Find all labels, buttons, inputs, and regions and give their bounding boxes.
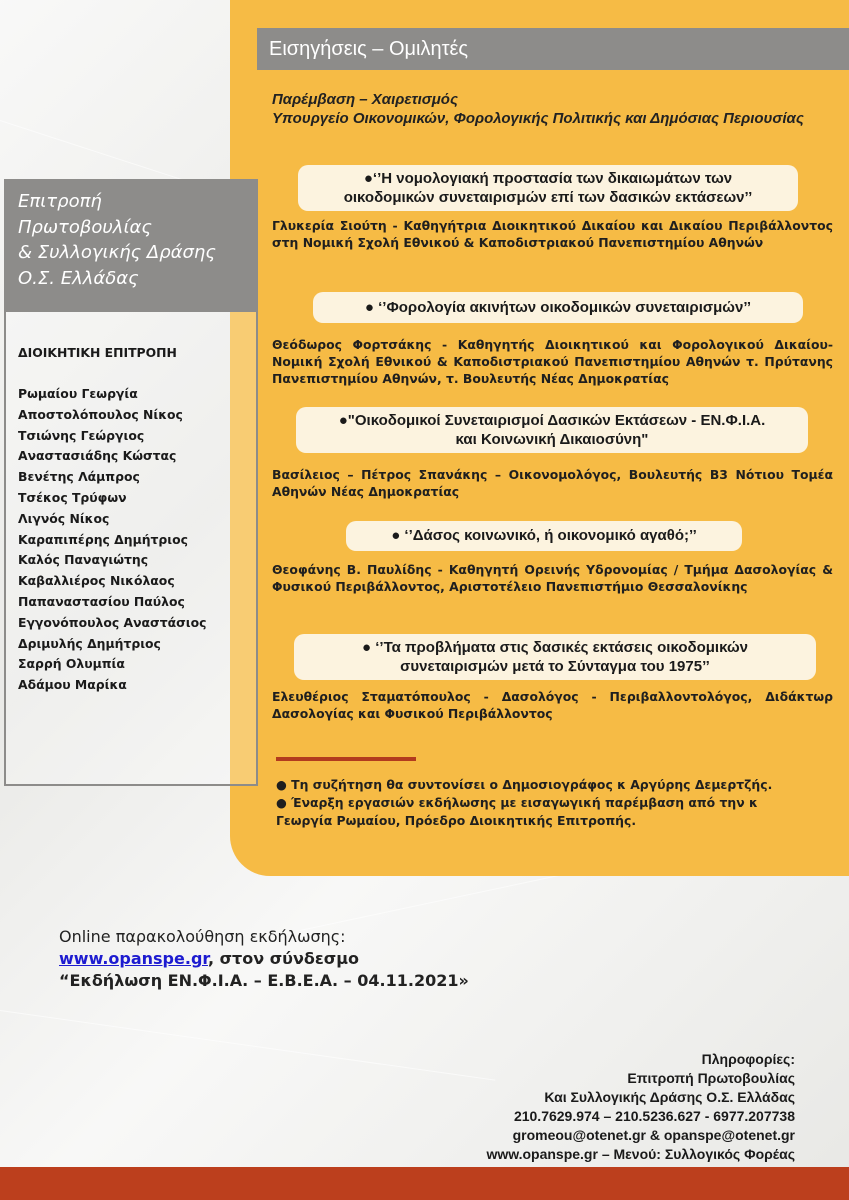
talk-speaker-5: Ελευθέριος Σταματόπουλος - Δασολόγος - Περιβαλλοντολόγος, Διδάκτωρ Δασολογίας και Φυσικού Περιβάλλοντος: [272, 689, 833, 721]
greeting-intro: [272, 90, 832, 128]
event-notes: [276, 776, 836, 830]
paper-crease: [0, 1010, 495, 1081]
info-emails: gromeou@otenet.gr & opanspe@otenet.gr: [512, 1127, 795, 1143]
footer-bar: [0, 1167, 849, 1200]
member-name: Τσιώνης Γεώργιος: [18, 427, 145, 443]
info-phones: 210.7629.974 – 210.5236.627 - 6977.207738: [513, 1108, 795, 1124]
member-name: Ρωμαίου Γεωργία: [18, 386, 138, 401]
talk-speaker-3: Βασίλειος – Πέτρος Σπανάκης – Οικονομολόγος, Βουλευτής Β3 Νότιου Τομέα Αθηνών Νέας Δημοκρατίας: [272, 467, 833, 499]
member-name: Βενέτης Λάμπρος: [18, 469, 140, 485]
committee-heading-line: & Συλλογικής Δράσης: [18, 242, 216, 263]
talk-speaker-2: Θεόδωρος Φορτσάκης - Καθηγητής Διοικητικού και Φορολογικού Δικαίου-Νομική Σχολή Εθνικού & Καποδιστριακού Πανεπιστημίου Αθηνών τ. Πρύτανης Πανεπιστημίου Αθηνών, τ. Βουλευτής Νέας Δημοκρατίας: [272, 337, 833, 386]
opanspe-link[interactable]: www.opanspe.gr: [59, 949, 208, 968]
committee-heading-line: Ο.Σ. Ελλάδας: [18, 267, 139, 289]
talk-title-4: [346, 521, 742, 551]
member-name: Σαρρή Ολυμπία: [18, 656, 125, 672]
board-title: ΔΙΟΙΚΗΤΙΚΗ ΕΠΙΤΡΟΠΗ: [18, 345, 177, 360]
member-name: Αναστασιάδης Κώστας: [18, 448, 177, 464]
talk-title-line: συνεταιρισμών μετά το Σύνταγμα του 1975’’: [400, 658, 710, 675]
talk-speaker-1: Γλυκερία Σιούτη - Καθηγήτρια Διοικητικού Δικαίου και Δικαίου Περιβάλλοντος στη Νομική Σχολή Εθνικού & Καποδιστριακού Πανεπιστημίου Αθηνών: [272, 218, 833, 250]
member-name: Δριμυλής Δημήτριος: [18, 635, 161, 651]
speakers-heading: Εισηγήσεις – Ομιλητές: [257, 28, 849, 70]
link-suffix: , στον σύνδεσμο: [207, 949, 360, 968]
talk-title-line: οικοδομικών συνεταιρισμών επί των δασικών εκτάσεων’’: [343, 189, 753, 206]
committee-heading-line: Επιτροπή: [18, 191, 102, 212]
talk-title-line: και Κοινωνική Δικαιοσύνη": [455, 431, 649, 448]
online-info: [59, 926, 469, 992]
talk-title-line: ● ‘’Φορολογία ακινήτων οικοδομικών συνεταιρισμών’’: [364, 299, 752, 316]
committee-heading-line: Πρωτοβουλίας: [18, 216, 152, 238]
opening-note: ● Έναρξη εργασιών εκδήλωσης με εισαγωγική παρέμβαση από την κ: [276, 795, 758, 810]
info-line: Επιτροπή Πρωτοβουλίας: [627, 1070, 795, 1086]
contact-info: [486, 1050, 795, 1164]
member-name: Παπαναστασίου Παύλος: [18, 593, 185, 609]
member-name: Καβαλλιέρος Νικόλαος: [18, 573, 175, 589]
member-name: Εγγονόπουλος Αναστάσιος: [18, 614, 207, 630]
member-name: Τσέκος Τρύφων: [18, 489, 127, 505]
talk-title-3: [296, 407, 808, 453]
member-list: [18, 384, 206, 696]
member-name: Καραπιπέρης Δημήτριος: [18, 531, 188, 547]
info-website: www.opanspe.gr – Μενού: Συλλογικός Φορέας: [486, 1146, 795, 1162]
talk-title-line: ● ‘’Δάσος κοινωνικό, ή οικονομικό αγαθό;’’: [391, 527, 697, 544]
talk-title-line: ● ‘’Τα προβλήματα στις δασικές εκτάσεις οικοδομικών: [362, 639, 748, 656]
talk-title-line: ●"Οικοδομικοί Συνεταιρισμοί Δασικών Εκτάσεων - ΕΝ.Φ.Ι.Α.: [338, 412, 766, 429]
online-link-line: [59, 948, 469, 970]
moderator-note: ● Τη συζήτηση θα συντονίσει ο Δημοσιογράφος κ Αργύρης Δεμερτζής.: [276, 777, 773, 792]
talk-title-line: ●‘’Η νομολογιακή προστασία των δικαιωμάτων των: [363, 170, 733, 187]
greeting-label: Παρέμβαση – Χαιρετισμός: [272, 91, 458, 108]
member-name: Αδάμου Μαρίκα: [18, 677, 127, 693]
member-name: Αποστολόπουλος Νίκος: [18, 406, 183, 422]
info-line: Πληροφορίες:: [701, 1051, 795, 1067]
event-link-name: “Εκδήλωση ΕΝ.Φ.Ι.Α. – Ε.Β.Ε.Α. – 04.11.2021»: [59, 971, 469, 990]
talk-title-5: [294, 634, 816, 680]
section-divider: [276, 757, 416, 761]
opening-note-cont: Γεωργία Ρωμαίου, Πρόεδρο Διοικητικής Επιτροπής.: [276, 813, 637, 828]
info-line: Και Συλλογικής Δράσης Ο.Σ. Ελλάδας: [544, 1089, 795, 1105]
talk-title-2: [313, 292, 803, 323]
online-label: Online παρακολούθηση εκδήλωσης:: [59, 927, 346, 946]
member-name: Λιγνός Νίκος: [18, 510, 110, 526]
talk-title-1: [298, 165, 798, 211]
member-name: Καλός Παναγιώτης: [18, 552, 149, 568]
committee-heading: [4, 179, 258, 312]
talk-speaker-4: Θεοφάνης Β. Παυλίδης - Καθηγητή Ορεινής Υδρονομίας / Τμήμα Δασολογίας & Φυσικού Περιβάλλοντος, Αριστοτέλειο Πανεπιστήμιο Θεσσαλονίκης: [272, 562, 833, 594]
ministry-name: Υπουργείο Οικονομικών, Φορολογικής Πολιτικής και Δημόσιας Περιουσίας: [272, 110, 804, 127]
